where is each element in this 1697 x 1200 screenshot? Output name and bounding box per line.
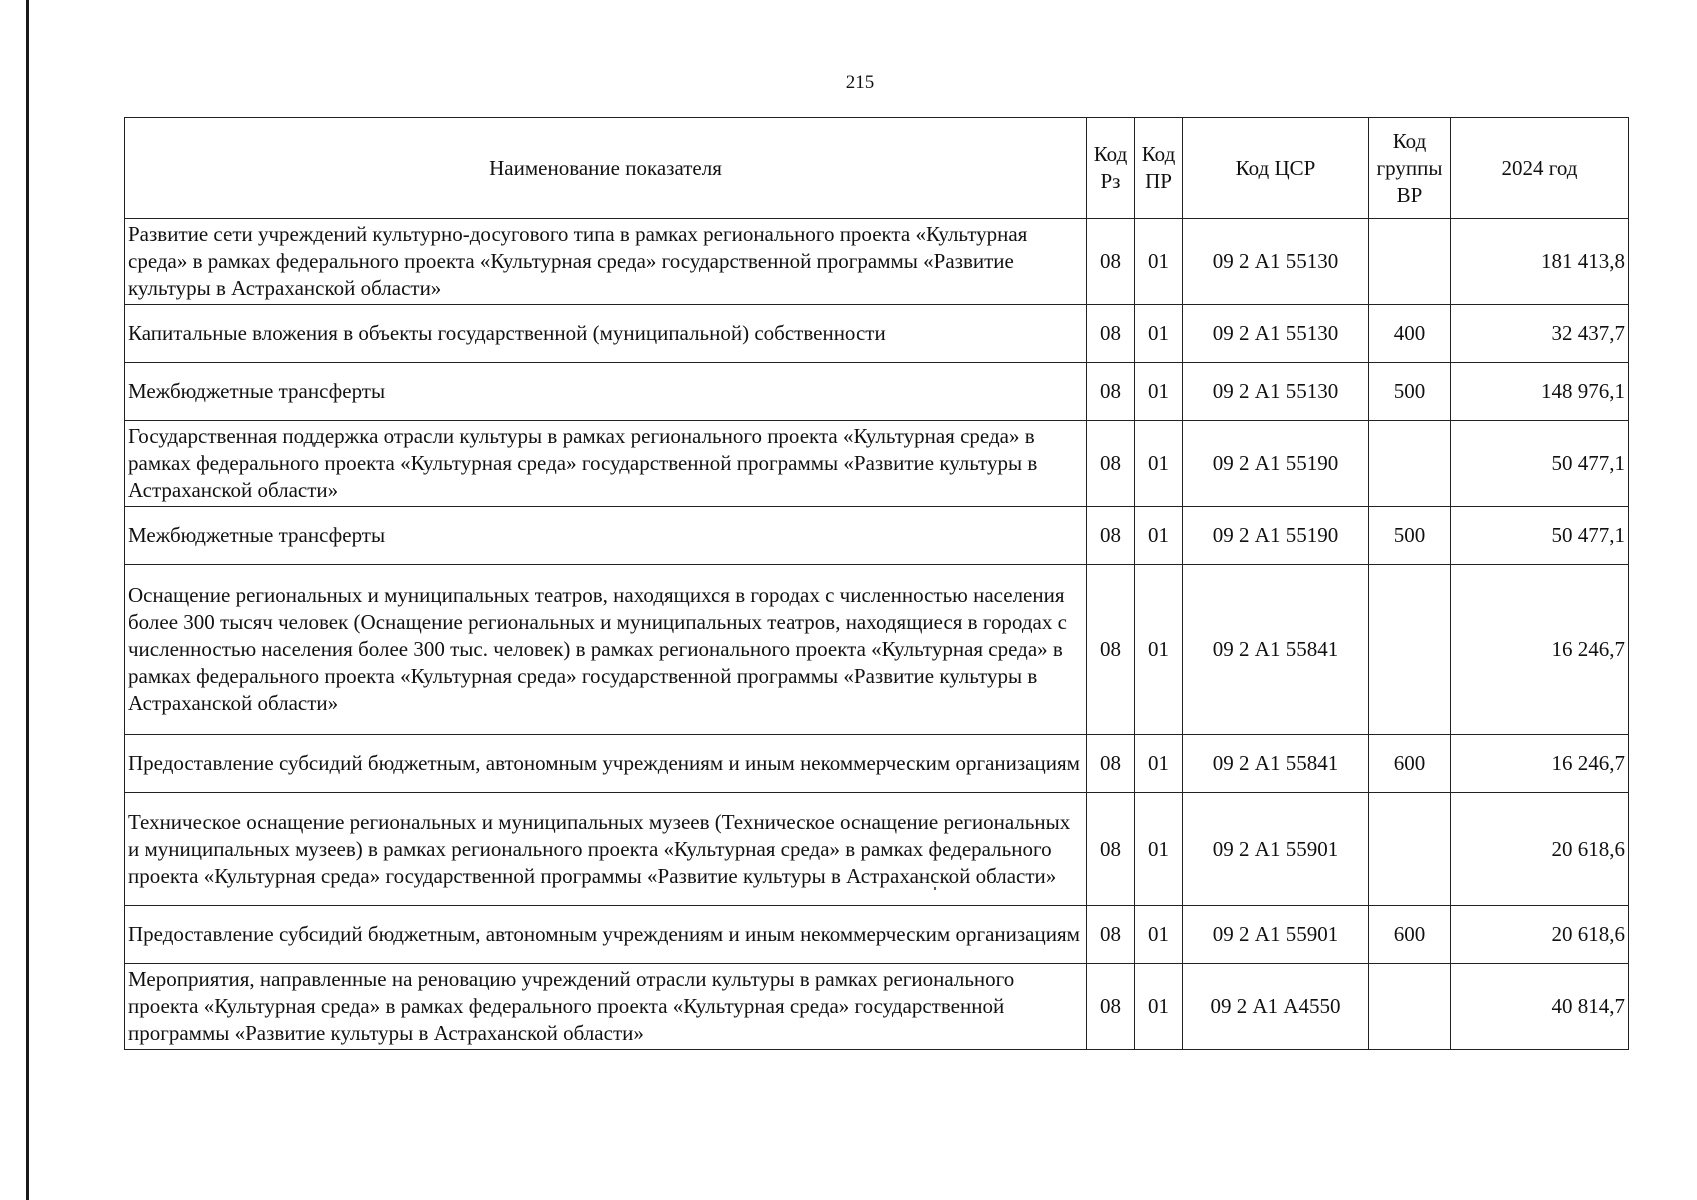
row-vr [1369,421,1451,507]
row-csr: 09 2 А1 55130 [1183,305,1369,363]
row-rz: 08 [1087,735,1135,793]
row-amount: 16 246,7 [1451,735,1629,793]
header-name: Наименование показателя [125,118,1087,219]
row-vr [1369,793,1451,906]
row-pr: 01 [1135,421,1183,507]
scan-edge-line [26,0,29,1200]
row-pr: 01 [1135,793,1183,906]
row-amount: 32 437,7 [1451,305,1629,363]
row-name: Развитие сети учреждений культурно-досугового типа в рамках регионального проекта «Культурная среда» в рамках федерального проекта «Культурная среда» государственной программы «Развитие культуры в Астраханской области» [125,219,1087,305]
row-csr: 09 2 А1 55190 [1183,507,1369,565]
row-csr: 09 2 А1 55190 [1183,421,1369,507]
row-pr: 01 [1135,964,1183,1050]
row-name: Капитальные вложения в объекты государственной (муниципальной) собственности [125,305,1087,363]
row-rz: 08 [1087,507,1135,565]
row-amount: 20 618,6 [1451,906,1629,964]
budget-table [124,117,1629,1050]
row-vr: 400 [1369,305,1451,363]
header-rz: Код Рз [1087,118,1135,219]
row-rz: 08 [1087,363,1135,421]
page-number: 215 [845,72,875,93]
table-header-row [125,118,1629,219]
row-vr: 600 [1369,906,1451,964]
row-csr: 09 2 А1 55130 [1183,363,1369,421]
row-vr [1369,964,1451,1050]
row-csr: 09 2 А1 55901 [1183,906,1369,964]
header-csr: Код ЦСР [1183,118,1369,219]
table-row [125,906,1629,964]
row-amount: 20 618,6 [1451,793,1629,906]
row-rz: 08 [1087,793,1135,906]
row-csr: 09 2 А1 55841 [1183,565,1369,735]
row-vr [1369,565,1451,735]
row-csr: 09 2 А1 А4550 [1183,964,1369,1050]
header-pr: Код ПР [1135,118,1183,219]
table-row [125,793,1629,906]
row-amount: 148 976,1 [1451,363,1629,421]
row-pr: 01 [1135,219,1183,305]
scan-speck [934,887,936,890]
row-vr: 500 [1369,507,1451,565]
row-name: Мероприятия, направленные на реновацию учреждений отрасли культуры в рамках регионального проекта «Культурная среда» в рамках федерального проекта «Культурная среда» государственной программы «Развитие культуры в Астраханской области» [125,964,1087,1050]
table-row [125,421,1629,507]
row-vr [1369,219,1451,305]
header-year: 2024 год [1451,118,1629,219]
row-vr: 500 [1369,363,1451,421]
row-rz: 08 [1087,421,1135,507]
row-pr: 01 [1135,735,1183,793]
row-name: Межбюджетные трансферты [125,507,1087,565]
table-row [125,507,1629,565]
table-row [125,735,1629,793]
row-pr: 01 [1135,565,1183,735]
row-rz: 08 [1087,906,1135,964]
row-name: Техническое оснащение региональных и муниципальных музеев (Техническое оснащение региональных и муниципальных музеев) в рамках регионального проекта «Культурная среда» в рамках федерального проекта «Культурная среда» государственной программы «Развитие культуры в Астраханской области» [125,793,1087,906]
header-vr: Код группы ВР [1369,118,1451,219]
row-name: Предоставление субсидий бюджетным, автономным учреждениям и иным некоммерческим организациям [125,735,1087,793]
row-amount: 50 477,1 [1451,421,1629,507]
table-row [125,363,1629,421]
row-rz: 08 [1087,305,1135,363]
row-csr: 09 2 А1 55130 [1183,219,1369,305]
row-rz: 08 [1087,219,1135,305]
row-pr: 01 [1135,363,1183,421]
row-name: Межбюджетные трансферты [125,363,1087,421]
row-vr: 600 [1369,735,1451,793]
row-rz: 08 [1087,565,1135,735]
row-amount: 16 246,7 [1451,565,1629,735]
row-name: Государственная поддержка отрасли культуры в рамках регионального проекта «Культурная среда» в рамках федерального проекта «Культурная среда» государственной программы «Развитие культуры в Астраханской области» [125,421,1087,507]
row-pr: 01 [1135,507,1183,565]
table-row [125,964,1629,1050]
table-row [125,305,1629,363]
row-csr: 09 2 А1 55841 [1183,735,1369,793]
row-pr: 01 [1135,906,1183,964]
row-csr: 09 2 А1 55901 [1183,793,1369,906]
row-name: Предоставление субсидий бюджетным, автономным учреждениям и иным некоммерческим организациям [125,906,1087,964]
row-amount: 50 477,1 [1451,507,1629,565]
table-row [125,565,1629,735]
row-name: Оснащение региональных и муниципальных театров, находящихся в городах с численностью населения более 300 тысяч человек (Оснащение региональных и муниципальных театров, находящиеся в городах с численностью населения более 300 тыс. человек) в рамках регионального проекта «Культурная среда» в рамках федерального проекта «Культурная среда» государственной программы «Развитие культуры в Астраханской области» [125,565,1087,735]
table-row [125,219,1629,305]
row-pr: 01 [1135,305,1183,363]
row-amount: 40 814,7 [1451,964,1629,1050]
row-amount: 181 413,8 [1451,219,1629,305]
row-rz: 08 [1087,964,1135,1050]
